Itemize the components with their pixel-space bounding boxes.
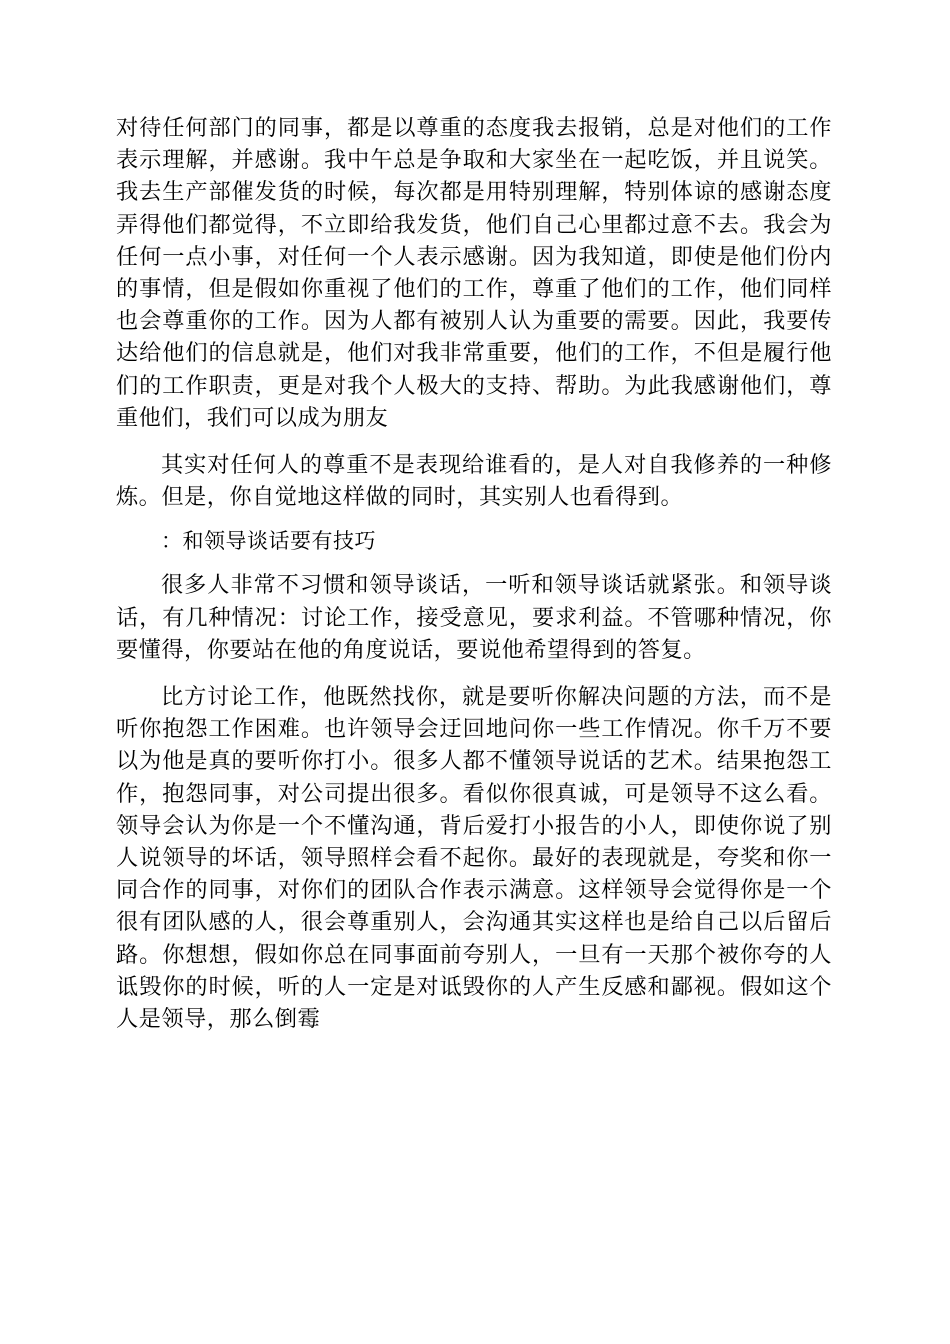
paragraph-spacer [116, 513, 832, 525]
paragraph-example: 比方讨论工作，他既然找你，就是要听你解决问题的方法，而不是听你抱怨工作困难。也许领导会迂回地问你一些工作情况。你千万不要以为他是真的要听你打小。很多人都不懂领导说话的艺术。结果抱怨工作，抱怨同事，对公司提出很多。看似你很真诚，可是领导不这么看。领导会认为你是一个不懂沟通，背后爱打小报告的小人，即使你说了别人说领导的坏话，领导照样会看不起你。最好的表现就是，夸奖和你一同合作的同事，对你们的团队合作表示满意。这样领导会觉得你是一个很有团队感的人，很会尊重别人，会沟通其实这样也是给自己以后留后路。你想想，假如你总在同事面前夸别人，一旦有一天那个被你夸的人诋毁你的时候，听的人一定是对诋毁你的人产生反感和鄙视。假如这个人是领导，那么倒霉 [116, 684, 832, 1033]
paragraph-talking-to-leader: 很多人非常不习惯和领导谈话，一听和领导谈话就紧张。和领导谈话，有几种情况：讨论工作，接受意见，要求利益。不管哪种情况，你要懂得，你要站在他的角度说话，要说他希望得到的答复。 [116, 572, 832, 663]
paragraph-spacer [116, 557, 832, 569]
paragraph-gratitude: 对待任何部门的同事，都是以尊重的态度我去报销，总是对他们的工作表示理解，并感谢。我中午总是争取和大家坐在一起吃饭，并且说笑。我去生产部催发货的时候，每次都是用特别理解，特别体谅的感谢态度弄得他们都觉得，不立即给我发货，他们自己心里都过意不去。我会为任何一点小事，对任何一个人表示感谢。因为我知道，即使是他们份内的事情，但是假如你重视了他们的工作，尊重了他们的工作，他们同样也会尊重你的工作。因为人都有被别人认为重要的需要。因此，我要传达给他们的信息就是，他们对我非常重要，他们的工作，不但是履行他们的工作职责，更是对我个人极大的支持、帮助。为此我感谢他们，尊重他们，我们可以成为朋友 [116, 115, 832, 431]
paragraph-respect: 其实对任何人的尊重不是表现给谁看的，是人对自我修养的一种修炼。但是，你自觉地这样做的同时，其实别人也看得到。 [116, 452, 832, 511]
document-page [116, 112, 832, 1035]
paragraph-spacer [116, 434, 832, 449]
paragraph-spacer [116, 666, 832, 681]
section-heading: ：和领导谈话要有技巧 [161, 529, 376, 554]
